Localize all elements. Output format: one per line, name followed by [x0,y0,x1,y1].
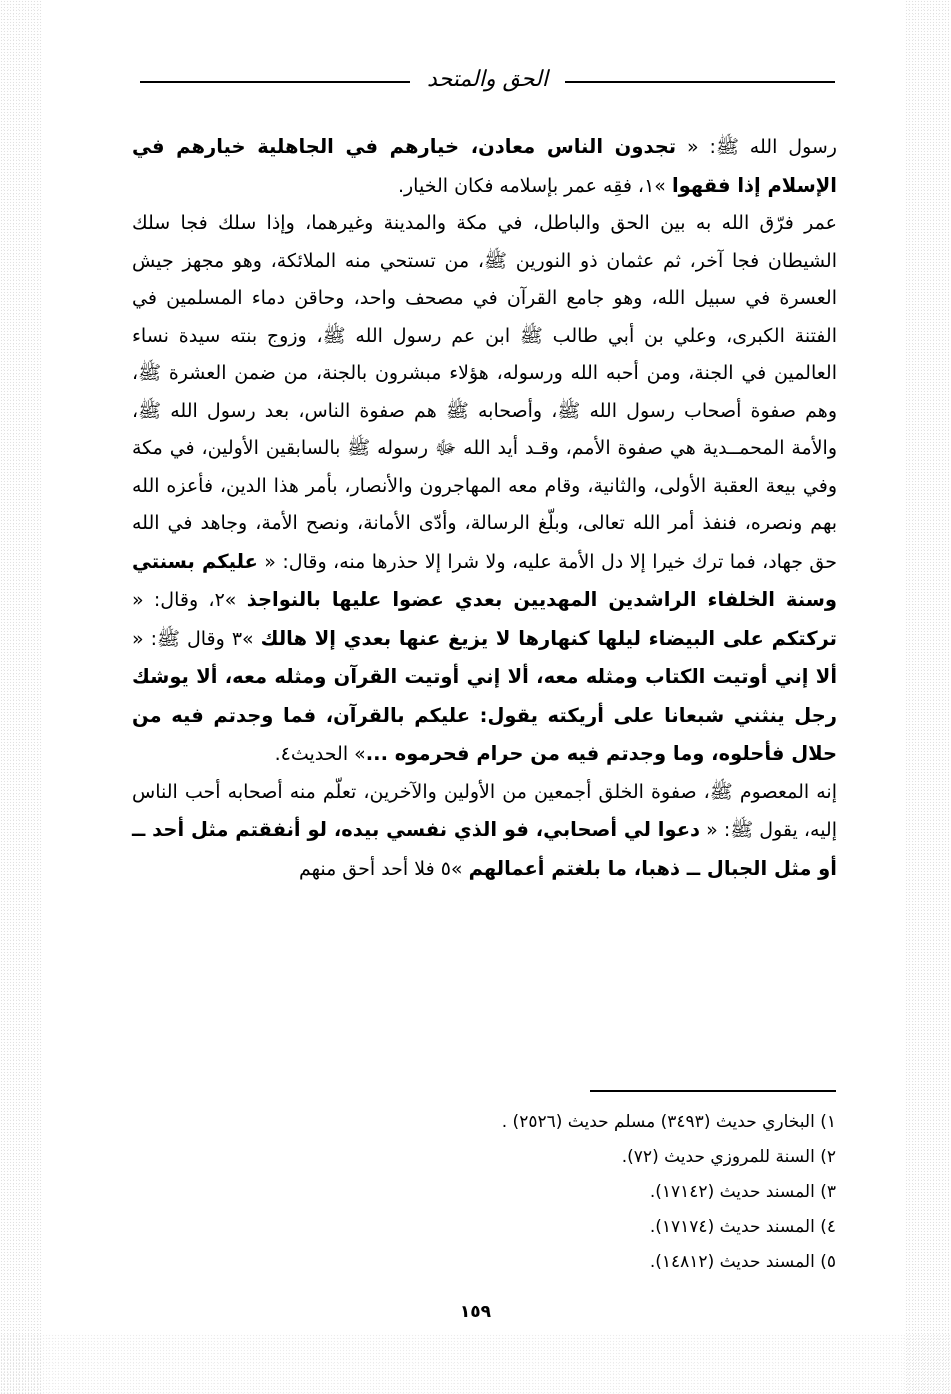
text-run: رسول الله ﷺ: « [676,136,837,158]
footnote-4: ٤) المسند حديث (١٧١٧٤). [649,1217,836,1237]
hadith-quote: تجدون الناس معادن، خيارهم في الجاهلية خيارهم في الإسلام إذا فقهوا [132,135,837,197]
text-run: »٥ فلا أحد أحق منهم [298,857,469,880]
footnote-3: ٣) المسند حديث (١٧١٤٢). [649,1182,836,1202]
hadith-quote: تركتكم على البيضاء ليلها كنهارها لا يزيغ عنها بعدي إلا هالك [260,626,837,650]
hadith-quote: دعوا لي أصحابي، فو الذي نفسي بيده، لو أنفقتم مثل أحد ــ أو مثل الجبال ــ ذهبا، ما بلغتم أعمالهم [132,818,837,880]
bottom-margin-texture [0,1334,951,1394]
text-run: »٢، وقال: « [132,589,247,611]
footnote-5: ٥) المسند حديث (١٤٨١٢). [649,1252,836,1272]
text-run: »٣ وقال ﷺ: « [132,627,261,650]
right-margin-texture [905,0,951,1394]
header-title: الحق والمتحد [427,67,548,92]
footnote-1: ١) البخاري حديث (٣٤٩٣) مسلم حديث (٢٥٢٦) . [501,1112,836,1132]
paragraph-2 [132,205,837,774]
main-text [132,128,837,888]
running-header [140,62,835,102]
page-number: ١٥٩ [459,1302,492,1322]
footnotes [300,1105,836,1280]
hadith-quote: عليكم بسنتي وسنة الخلفاء الراشدين المهديين بعدي عضوا عليها بالنواجذ [132,549,838,611]
text-run: إنه المعصوم ﷺ، صفوة الخلق أجمعين من الأولين والآخرين، تعلّم منه أصحابه أحب الناس إليه، يقول ﷺ: « [132,780,837,841]
paragraph-1 [132,128,837,205]
text-run: عمر فرّق الله به بين الحق والباطل، في مكة والمدينة وغيرهما، وإذا سلك فجا سلك الشيطان فجا آخر، ثم عثمان ذو النورين ﷺ، من تستحي منه الملائكة، وهو مجهز جيش العسرة في سبيل الله، وهو جامع القرآن في مصحف واحد، وحاقن دماء المسلمين في الفتنة الكبرى، وعلي بن أبي طالب ﷺ ابن عم رسول الله ﷺ، وزوج بنته سيدة نساء العالمين في الجنة، ومن أحبه الله ورسوله، هؤلاء مبشرون بالجنة، من ضمن العشرة ﷺ، وهم صفوة أصحاب رسول الله ﷺ، وأصحابه ﷺ هم صفوة الناس، بعد رسول الله ﷺ، والأمة المحمــدية هي صفوة الأمم، وقـد أيد الله ﷻ رسوله ﷺ بالسابقين الأولين، في مكة وفي بيعة العقبة الأولى، والثانية، وقام معه المهاجرون والأنصار، بأمر هذا الدين، فأعزه الله بهم ونصره، فنفذ أمر الله تعالى، وبلّغ الرسالة، وأدّى الأمانة، ونصح الأمة، وجاهد في الله حق جهاد، فما ترك خيرا إلا دل الأمة عليه، ولا شرا إلا حذرها منه، وقال: « [132,212,837,573]
text-run: » الحديث٤. [274,743,366,765]
hadith-quote: ألا إني أوتيت الكتاب ومثله معه، ألا إني أوتيت القرآن ومثله معه، ألا يوشك رجل ينثني شبعانا على أريكته يقول: عليكم بالقرآن، فما وجدتم فيه من حلال فأحلوه، وما وجدتم فيه من حرام فحرموه ... [132,665,837,765]
left-margin-texture [0,0,42,1394]
footnote-rule [590,1090,836,1092]
header-rule-right [565,81,835,83]
footnote-2: ٢) السنة للمروزي حديث (٧٢). [621,1147,836,1167]
paragraph-3 [132,774,837,889]
text-run: »١، فقِه عمر بإسلامه فكان الخيار. [397,174,672,197]
